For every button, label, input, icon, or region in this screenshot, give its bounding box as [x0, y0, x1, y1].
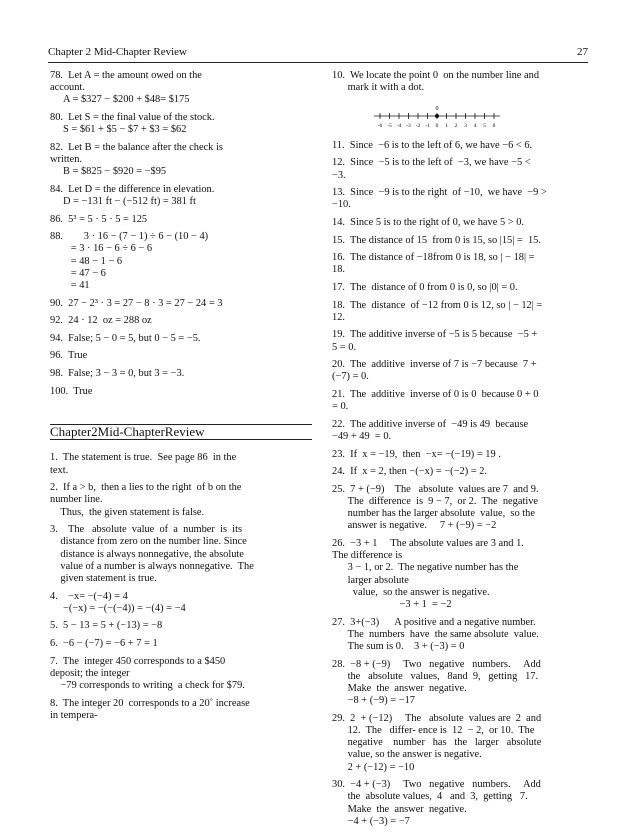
right-solution-line: 13. Since −9 is to the right of −10, we have −9 > — [332, 187, 547, 199]
right-top-solution-line: mark it with a dot. — [332, 82, 425, 94]
review-item — [50, 524, 312, 585]
right-solution-item — [332, 449, 592, 461]
review-line: given statement is true. — [50, 572, 157, 584]
right-solution-line: 14. Since 5 is to the right of 0, we have 5 > 0. — [332, 216, 524, 228]
right-solution-line: negative number has the larger absolute — [332, 737, 542, 749]
review-item — [50, 482, 312, 519]
right-solution-line: −4 + (−3) = −7 — [332, 815, 410, 827]
left-solution-line: 100. True — [50, 385, 93, 397]
review-list — [50, 452, 312, 722]
right-solution-line: 21. The additive inverse of 0 is 0 because 0 + 0 — [332, 388, 539, 400]
left-solution-line: account. — [50, 82, 85, 94]
number-line-tick-label: -4 — [396, 122, 402, 129]
right-solution-line: 5 = 0. — [332, 341, 357, 353]
right-solution-item — [332, 282, 592, 294]
right-solution-item — [332, 217, 592, 229]
page-number: 27 — [577, 46, 588, 58]
right-solution-item — [332, 389, 592, 413]
left-solution-line: D = −131 ft − (−512 ft) = 381 ft — [50, 196, 196, 207]
right-solution-line: 22. The additive inverse of −49 is 49 because — [332, 418, 529, 430]
right-solution-line: 2 + (−12) = −10 — [332, 761, 415, 773]
right-solution-line: larger absolute — [332, 574, 409, 586]
left-solution-item — [50, 231, 312, 292]
right-solution-line: number has the larger absolute value, so the — [332, 508, 535, 520]
solutions-list-left — [50, 70, 312, 398]
right-solution-line: 30. −4 + (−3) Two negative numbers. Add — [332, 779, 541, 791]
left-solution-line: 90. 27 − 2³ · 3 = 27 − 8 · 3 = 27 − 24 = 3 — [50, 297, 223, 309]
review-item — [50, 638, 312, 650]
number-line — [372, 100, 502, 134]
right-solution-line: −3. — [332, 169, 346, 181]
right-solution-item — [332, 779, 592, 828]
right-solution-line: 12. Since −5 is to the left of −3, we have −5 < — [332, 157, 531, 169]
right-solution-line: −8 + (−9) = −17 — [332, 695, 415, 707]
header-rule — [48, 62, 588, 63]
left-solution-item — [50, 386, 312, 398]
review-line: 7. The integer 450 corresponds to a $450 — [50, 655, 226, 667]
right-solution-line: Make the answer negative. — [332, 682, 467, 694]
right-solution-line: (−7) = 0. — [332, 371, 369, 383]
right-solution-line: The difference is — [332, 550, 403, 562]
review-line: 4. −x= −(−4) = 4 — [50, 590, 128, 602]
right-solution-line: −10. — [332, 199, 351, 211]
left-solution-item — [50, 112, 312, 136]
review-line: deposit; the integer — [50, 667, 130, 679]
left-solution-item — [50, 368, 312, 380]
review-line: −79 corresponds to writing a check for $79. — [50, 679, 245, 691]
right-solution-item — [332, 187, 592, 211]
review-item — [50, 620, 312, 632]
review-line: 2. If a > b, then a lies to the right of b on the — [50, 482, 242, 494]
right-solution-line: The difference is 9 − 7, or 2. The negative — [332, 495, 539, 507]
review-line: distance from zero on the number line. Since — [50, 536, 247, 548]
right-solution-line: the absolute values, 4 and 3, getting 7. — [332, 791, 528, 803]
right-solution-item — [332, 466, 592, 478]
number-line-tick-label: -5 — [387, 122, 392, 129]
right-solution-line: 19. The additive inverse of −5 is 5 because −5 + — [332, 329, 538, 341]
left-solution-item — [50, 350, 312, 362]
number-line-tick-label: 1 — [445, 122, 448, 129]
left-solution-item — [50, 142, 312, 179]
right-solution-item — [332, 235, 592, 247]
number-line-tick-label: -2 — [415, 122, 421, 129]
left-solution-line: 98. False; 3 − 3 = 0, but 3 = −3. — [50, 367, 185, 379]
right-solution-line: 26. −3 + 1 The absolute values are 3 and 1. — [332, 537, 524, 549]
right-solution-item — [332, 300, 592, 324]
left-solution-line: 80. Let S = the final value of the stock. — [50, 112, 215, 123]
review-line: number line. — [50, 494, 103, 506]
review-item — [50, 656, 312, 693]
right-solution-line: 27. 3+(−3) A positive and a negative number. — [332, 616, 536, 628]
right-solution-line: 29. 2 + (−12) The absolute values are 2 and — [332, 712, 542, 724]
right-solution-line: answer is negative. 7 + (−9) = −2 — [332, 520, 497, 532]
left-solution-line: 92. 24 · 12 oz = 288 oz — [50, 315, 152, 327]
left-solution-line: 96. True — [50, 350, 88, 362]
left-solution-line: A = $327 − $200 + $48= $175 — [50, 94, 190, 106]
right-solution-line: The sum is 0. 3 + (−3) = 0 — [332, 640, 465, 652]
review-item — [50, 698, 312, 722]
right-solution-line: 16. The distance of −18from 0 is 18, so | − 18| = — [332, 252, 535, 264]
review-line: −(−x) = −(−(−4)) = −(4) = −4 — [50, 602, 186, 614]
right-solution-line: 11. Since −6 is to the left of 6, we have −6 < 6. — [332, 139, 533, 151]
left-solution-line: 78. Let A = the amount owed on the — [50, 70, 202, 81]
right-solution-line: value, so the answer is negative. — [332, 586, 490, 598]
left-solution-line: = 41 — [50, 280, 90, 291]
solutions-list-right — [332, 140, 592, 828]
review-line: Thus, the given statement is false. — [50, 506, 205, 518]
right-solution-line: 18. — [332, 264, 345, 276]
left-solution-item — [50, 70, 312, 107]
left-column — [50, 70, 312, 727]
review-line: distance is always nonnegative, the absolute — [50, 548, 244, 560]
right-solution-line: = 0. — [332, 401, 349, 413]
right-solution-line: the absolute values, 8and 9, getting 17. — [332, 670, 539, 682]
review-line: 8. The integer 20 corresponds to a 20˚ increase — [50, 697, 250, 709]
number-line-tick-label: -6 — [377, 122, 383, 129]
right-solution-item — [332, 329, 592, 353]
left-solution-item — [50, 214, 312, 226]
review-line: 1. The statement is true. See page 86 in the — [50, 452, 237, 464]
right-solution-item — [332, 484, 592, 533]
right-solution-line: −49 + 49 = 0. — [332, 430, 392, 442]
section-heading: Chapter2Mid-ChapterReview — [50, 424, 312, 440]
review-item — [50, 591, 312, 615]
left-solution-line: = 47 − 6 — [50, 267, 106, 279]
review-line: in tempera- — [50, 709, 98, 721]
left-solution-line: = 3 · 16 − 6 ÷ 6 − 6 — [50, 243, 153, 255]
right-solution-line: 28. −8 + (−9) Two negative numbers. Add — [332, 658, 541, 670]
number-line-graphic — [372, 100, 502, 134]
review-line: text. — [50, 464, 69, 476]
right-solution-item — [332, 252, 592, 276]
left-solution-line: 94. False; 5 − 0 = 5, but 0 − 5 = −5. — [50, 332, 201, 344]
right-solution-line: 3 − 1, or 2. The negative number has the — [332, 562, 519, 574]
number-line-tick-label: 6 — [492, 122, 496, 129]
solutions-list-right-top — [332, 70, 592, 94]
right-solution-item — [332, 140, 592, 152]
right-top-solution-item — [332, 70, 592, 94]
left-solution-line: written. — [50, 154, 83, 165]
left-solution-line: S = $61 + $5 − $7 + $3 = $62 — [50, 124, 187, 136]
right-solution-line: 23. If x = −19, then −x= −(−19) = 19 . — [332, 448, 501, 460]
number-line-marked-label: 0 — [435, 105, 439, 112]
right-solution-item — [332, 157, 592, 181]
left-solution-line: B = $825 − $920 = −$95 — [50, 166, 167, 178]
right-solution-line: 24. If x = 2, then −(−x) = −(−2) = 2. — [332, 466, 488, 478]
left-solution-line: = 48 − 1 − 6 — [50, 255, 123, 267]
number-line-dot — [435, 114, 439, 118]
left-solution-line: 82. Let B = the balance after the check is — [50, 141, 223, 153]
left-solution-item — [50, 315, 312, 327]
right-solution-line: −3 + 1 = −2 — [332, 598, 452, 610]
right-solution-line: The numbers have the same absolute value. — [332, 628, 539, 640]
number-line-tick-label: 5 — [483, 122, 486, 129]
right-column — [332, 70, 592, 833]
right-solution-line: 25. 7 + (−9) The absolute values are 7 and 9. — [332, 483, 539, 495]
number-line-tick-label: 3 — [464, 122, 467, 129]
right-solution-line: 20. The additive inverse of 7 is −7 because 7 + — [332, 359, 537, 371]
right-solution-item — [332, 359, 592, 383]
left-solution-item — [50, 184, 312, 208]
right-solution-line: 17. The distance of 0 from 0 is 0, so |0| = 0. — [332, 281, 518, 293]
right-solution-line: 15. The distance of 15 from 0 is 15, so |15| = 15. — [332, 234, 541, 246]
right-solution-line: 12. — [332, 311, 345, 323]
right-solution-item — [332, 659, 592, 708]
right-solution-item — [332, 617, 592, 654]
chapter-title: Chapter 2 Mid-Chapter Review — [48, 46, 187, 58]
number-line-tick-label: -1 — [425, 122, 430, 129]
review-line: 6. −6 − (−7) = −6 + 7 = 1 — [50, 637, 158, 649]
right-solution-item — [332, 419, 592, 443]
left-solution-item — [50, 298, 312, 310]
number-line-tick-label: 2 — [454, 122, 458, 129]
right-solution-item — [332, 538, 592, 611]
left-solution-line: 84. Let D = the difference in elevation. — [50, 183, 215, 195]
right-solution-line: Make the answer negative. — [332, 803, 467, 815]
right-solution-line: value, so the answer is negative. — [332, 749, 482, 761]
right-solution-item — [332, 713, 592, 774]
right-solution-line: 12. The differ- ence is 12 − 2, or 10. The — [332, 724, 535, 736]
number-line-tick-label: -3 — [406, 122, 411, 129]
review-item — [50, 452, 312, 476]
left-solution-line: 88. 3 · 16 − (7 − 1) ÷ 6 − (10 − 4) — [50, 231, 209, 243]
number-line-tick-label: 4 — [473, 122, 477, 129]
right-top-solution-line: 10. We locate the point 0 on the number line and — [332, 70, 540, 81]
review-line: value of a number is always nonnegative. The — [50, 560, 254, 572]
review-line: 3. The absolute value of a number is its — [50, 524, 242, 536]
right-solution-line: 18. The distance of −12 from 0 is 12, so | − 12| = — [332, 299, 543, 311]
page-header — [48, 46, 588, 62]
review-line: 5. 5 − 13 = 5 + (−13) = −8 — [50, 620, 163, 632]
number-line-tick-label: 0 — [435, 122, 439, 129]
left-solution-line: 86. 5³ = 5 · 5 · 5 = 125 — [50, 213, 148, 225]
left-solution-item — [50, 333, 312, 345]
